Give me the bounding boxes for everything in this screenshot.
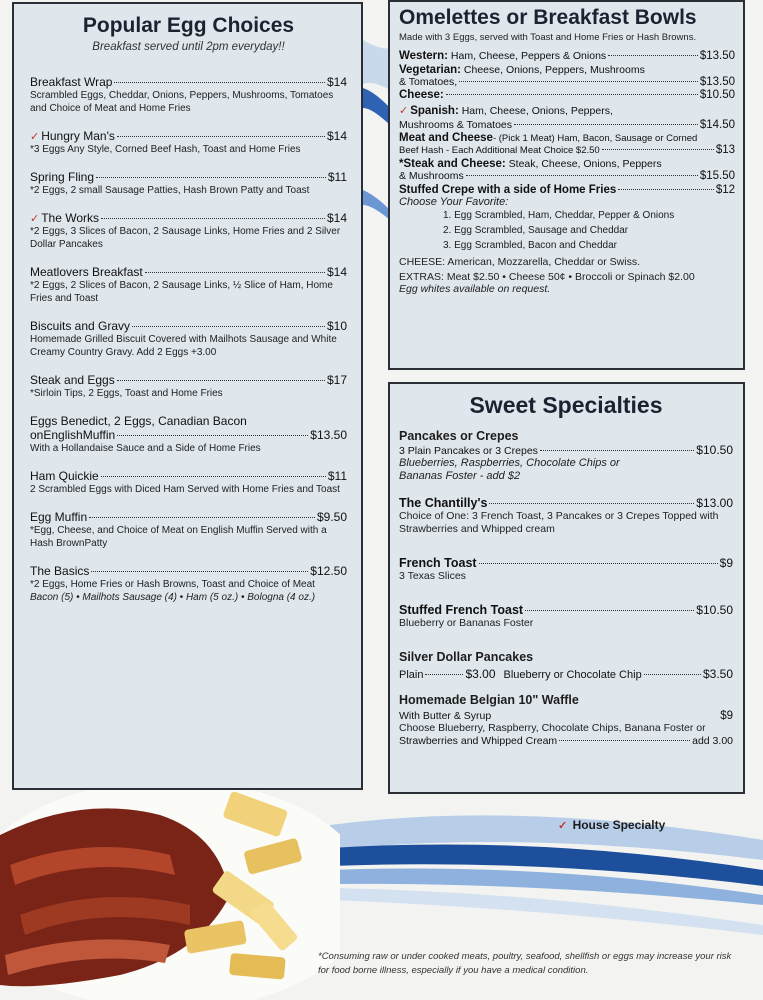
popular-egg-choices-panel (12, 2, 363, 790)
item-description-meats: Bacon (5) • Mailhots Sausage (4) • Ham (5 oz.) • Bologna (4 oz.) (30, 592, 316, 603)
item-description: Scrambled Eggs, Cheddar, Onions, Peppers, Mushrooms, Tomatoes and Choice of Meat and Home Fries (30, 90, 334, 114)
item-description: Choose Blueberry, Raspberry, Chocolate Chips, Banana Foster or (399, 722, 706, 734)
item-price: $13 (715, 144, 735, 156)
item-name: Breakfast Wrap (30, 75, 113, 89)
item-name: Stuffed Crepe with a side of Home Fries (399, 184, 617, 196)
item-description: Blueberry or Bananas Foster (399, 617, 534, 629)
item-name: With Butter & Syrup (399, 710, 492, 722)
item-name: Meatlovers Breakfast (30, 265, 143, 279)
menu-item-stuffed-crepe (399, 184, 735, 196)
item-name: Biscuits and Gravy (30, 319, 131, 333)
dot-leader (132, 326, 325, 327)
item-price: add 3.00 (692, 735, 733, 747)
menu-item (30, 265, 347, 305)
item-name: Egg Muffin (30, 510, 88, 524)
item-name-line1: Eggs Benedict, 2 Eggs, Canadian Bacon (30, 414, 247, 428)
item-price: $3.50 (702, 667, 733, 681)
dot-leader (114, 82, 324, 83)
item-price: $13.00 (696, 496, 733, 510)
menu-item-pancakes-or-crepes (399, 429, 733, 483)
item-name: Spring Fling (30, 170, 95, 184)
panel-title: Popular Egg Choices (82, 14, 295, 37)
menu-item (30, 75, 347, 115)
item-name: Vegetarian: (399, 64, 461, 76)
item-price: $14 (326, 211, 347, 225)
favorite-option: 3. Egg Scrambled, Bacon and Cheddar (443, 240, 617, 251)
item-price: $14 (326, 75, 347, 89)
item-heading: Homemade Belgian 10" Waffle (399, 693, 579, 707)
item-price: $13.50 (310, 428, 347, 442)
menu-item-stuffed-french-toast (399, 603, 733, 630)
item-name: The Works (41, 211, 100, 225)
menu-item-steak-and-cheese-line2 (399, 170, 735, 182)
menu-item (30, 373, 347, 400)
item-name: onEnglishMuffin (30, 428, 116, 442)
house-specialty-check-icon: ✓ (30, 131, 40, 143)
item-price: $9 (719, 556, 733, 570)
item-description: Beef Hash - Each Additional Meat Choice $2.50 (399, 145, 600, 156)
item-price: $10.50 (699, 89, 735, 101)
panel-title: Sweet Specialties (469, 392, 663, 418)
item-heading: Pancakes or Crepes (399, 429, 519, 443)
menu-item-steak-and-cheese (399, 158, 735, 170)
item-name: The Chantilly's (399, 496, 488, 510)
item-name: Hungry Man's (41, 129, 115, 143)
item-heading: Silver Dollar Pancakes (399, 650, 534, 664)
menu-item-spanish-line2 (399, 119, 735, 131)
menu-item (30, 564, 347, 604)
item-price: $10.50 (696, 443, 733, 457)
menu-item-meat-and-cheese-line2 (399, 144, 735, 156)
item-name: Meat and Cheese (399, 132, 493, 144)
item-description: Cheese, Onions, Peppers, Mushrooms (461, 64, 645, 76)
sweet-specialties-panel (388, 382, 745, 794)
favorite-list (399, 208, 735, 253)
item-description: Blueberries, Raspberries, Chocolate Chips or Bananas Foster - add $2 (399, 457, 620, 482)
item-description: Mushrooms & Tomatoes (399, 119, 513, 131)
item-price: $3.00 (465, 667, 496, 681)
extras-pricing: EXTRAS: Meat $2.50 • Cheese 50¢ • Broccoli or Spinach $2.00 (399, 271, 695, 283)
item-name: Blueberry or Chocolate Chip (503, 669, 642, 681)
menu-item-list (30, 75, 347, 604)
menu-item (30, 469, 347, 496)
menu-item-vegetarian-line2 (399, 76, 735, 88)
dot-leader (89, 517, 315, 518)
item-price: $13.50 (699, 76, 735, 88)
food-safety-disclaimer: *Consuming raw or under cooked meats, poultry, seafood, shellfish or eggs may increase your risk for food borne illness, especially if you have a medical condition. (318, 951, 732, 976)
item-description: 2 Scrambled Eggs with Diced Ham Served with Home Fries and Toast (30, 484, 340, 495)
favorite-option: 1. Egg Scrambled, Ham, Cheddar, Pepper & Onions (443, 210, 675, 221)
menu-item-cheese (399, 89, 735, 101)
item-description: Steak, Cheese, Onions, Peppers (505, 158, 662, 170)
menu-item-silver-dollar-pancakes (399, 650, 733, 681)
item-name: Ham Quickie (30, 469, 99, 483)
item-description: *2 Eggs, 2 Slices of Bacon, 2 Sausage Links, ½ Slice of Ham, Home Fries and Toast (30, 280, 333, 304)
item-description: *2 Eggs, Home Fries or Hash Browns, Toast and Choice of Meat (30, 579, 315, 590)
item-description: *2 Eggs, 2 small Sausage Patties, Hash Brown Patty and Toast (30, 185, 310, 196)
item-name: Stuffed French Toast (399, 603, 524, 617)
item-price: $12.50 (310, 564, 347, 578)
item-description: Ham, Cheese, Peppers & Onions (448, 50, 607, 62)
omelettes-note: Made with 3 Eggs, served with Toast and Home Fries or Hash Browns. (399, 32, 697, 43)
item-price: $14 (326, 129, 347, 143)
item-name: Western: (399, 50, 448, 62)
dot-leader (101, 218, 325, 219)
menu-item (30, 170, 347, 197)
item-description: *Sirloin Tips, 2 Eggs, Toast and Home Fries (30, 388, 223, 399)
item-price: $11 (327, 469, 347, 483)
cheese-options: CHEESE: American, Mozzarella, Cheddar or Swiss. (399, 256, 641, 268)
choose-favorite-label: Choose Your Favorite: (399, 196, 509, 208)
menu-item-vegetarian (399, 64, 735, 76)
egg-whites-note: Egg whites available on request. (399, 283, 551, 295)
dot-leader (117, 435, 308, 436)
item-name: The Basics (30, 564, 90, 578)
menu-item (30, 129, 347, 156)
menu-item-western (399, 50, 735, 62)
menu-item (30, 211, 347, 251)
dot-leader (145, 272, 325, 273)
menu-item (30, 414, 347, 455)
item-price: $13.50 (699, 50, 735, 62)
dot-leader (117, 380, 325, 381)
house-specialty-check-icon: ✓ (30, 213, 40, 225)
item-price: $9 (720, 710, 733, 722)
item-price: $14 (326, 265, 347, 279)
item-description: *2 Eggs, 3 Slices of Bacon, 2 Sausage Links, Home Fries and 2 Silver Dollar Pancakes (30, 226, 341, 250)
menu-item (30, 319, 347, 359)
dot-leader (101, 476, 326, 477)
item-name: *Steak and Cheese: (399, 158, 506, 170)
item-price: $15.50 (699, 170, 735, 182)
item-description: & Tomatoes, (399, 76, 458, 88)
item-price: $11 (327, 170, 347, 184)
item-price: $9.50 (316, 510, 347, 524)
house-specialty-check-icon: ✓ (558, 820, 568, 832)
favorite-option: 2. Egg Scrambled, Sausage and Cheddar (443, 225, 629, 236)
item-description: Ham, Cheese, Onions, Peppers, (458, 105, 613, 117)
legend-label: House Specialty (572, 818, 666, 832)
panel-title: Omelettes or Breakfast Bowls (399, 6, 697, 29)
item-price: $12 (715, 184, 735, 196)
item-description: & Mushrooms (399, 170, 464, 182)
item-price: $10.50 (696, 603, 733, 617)
item-name: Steak and Eggs (30, 373, 115, 387)
item-description: 3 Texas Slices (399, 570, 466, 582)
panel-subtitle: Breakfast served until 2pm everyday!! (92, 41, 285, 53)
item-description: *3 Eggs Any Style, Corned Beef Hash, Toast and Home Fries (30, 144, 301, 155)
item-price: $17 (326, 373, 347, 387)
item-name: French Toast (399, 556, 477, 570)
item-name: Cheese: (399, 89, 444, 101)
menu-item-spanish (399, 104, 735, 117)
house-specialty-legend (558, 818, 665, 832)
item-description: Strawberries and Whipped Cream (399, 735, 558, 747)
item-description: Choice of One: 3 French Toast, 3 Pancakes or 3 Crepes Topped with Strawberries and Whipped cream (399, 510, 719, 535)
house-specialty-check-icon: ✓ (399, 105, 409, 117)
menu-item-meat-and-cheese (399, 132, 735, 144)
menu-item-belgian-waffle (399, 693, 733, 747)
menu-item (30, 510, 347, 550)
item-price: $14.50 (699, 119, 735, 131)
item-description: Homemade Grilled Biscuit Covered with Mailhots Sausage and White Creamy Country Gravy. Add 2 Eggs +3.00 (30, 334, 337, 358)
item-description: *Egg, Cheese, and Choice of Meat on English Muffin Served with a Hash BrownPatty (30, 525, 327, 549)
item-name: 3 Plain Pancakes or 3 Crepes (399, 445, 538, 457)
bacon-and-fries-photo (0, 775, 340, 1000)
menu-item-french-toast (399, 556, 733, 583)
item-description: - (Pick 1 Meat) Ham, Bacon, Sausage or Corned (492, 133, 698, 144)
dot-leader (91, 571, 308, 572)
item-name: Plain (399, 669, 424, 681)
item-name: Spanish: (410, 105, 459, 117)
omelettes-panel (388, 0, 745, 370)
menu-item-chantilly (399, 496, 733, 536)
dot-leader (117, 136, 325, 137)
item-price: $10 (326, 319, 347, 333)
dot-leader (96, 177, 326, 178)
item-description: With a Hollandaise Sauce and a Side of Home Fries (30, 443, 261, 454)
